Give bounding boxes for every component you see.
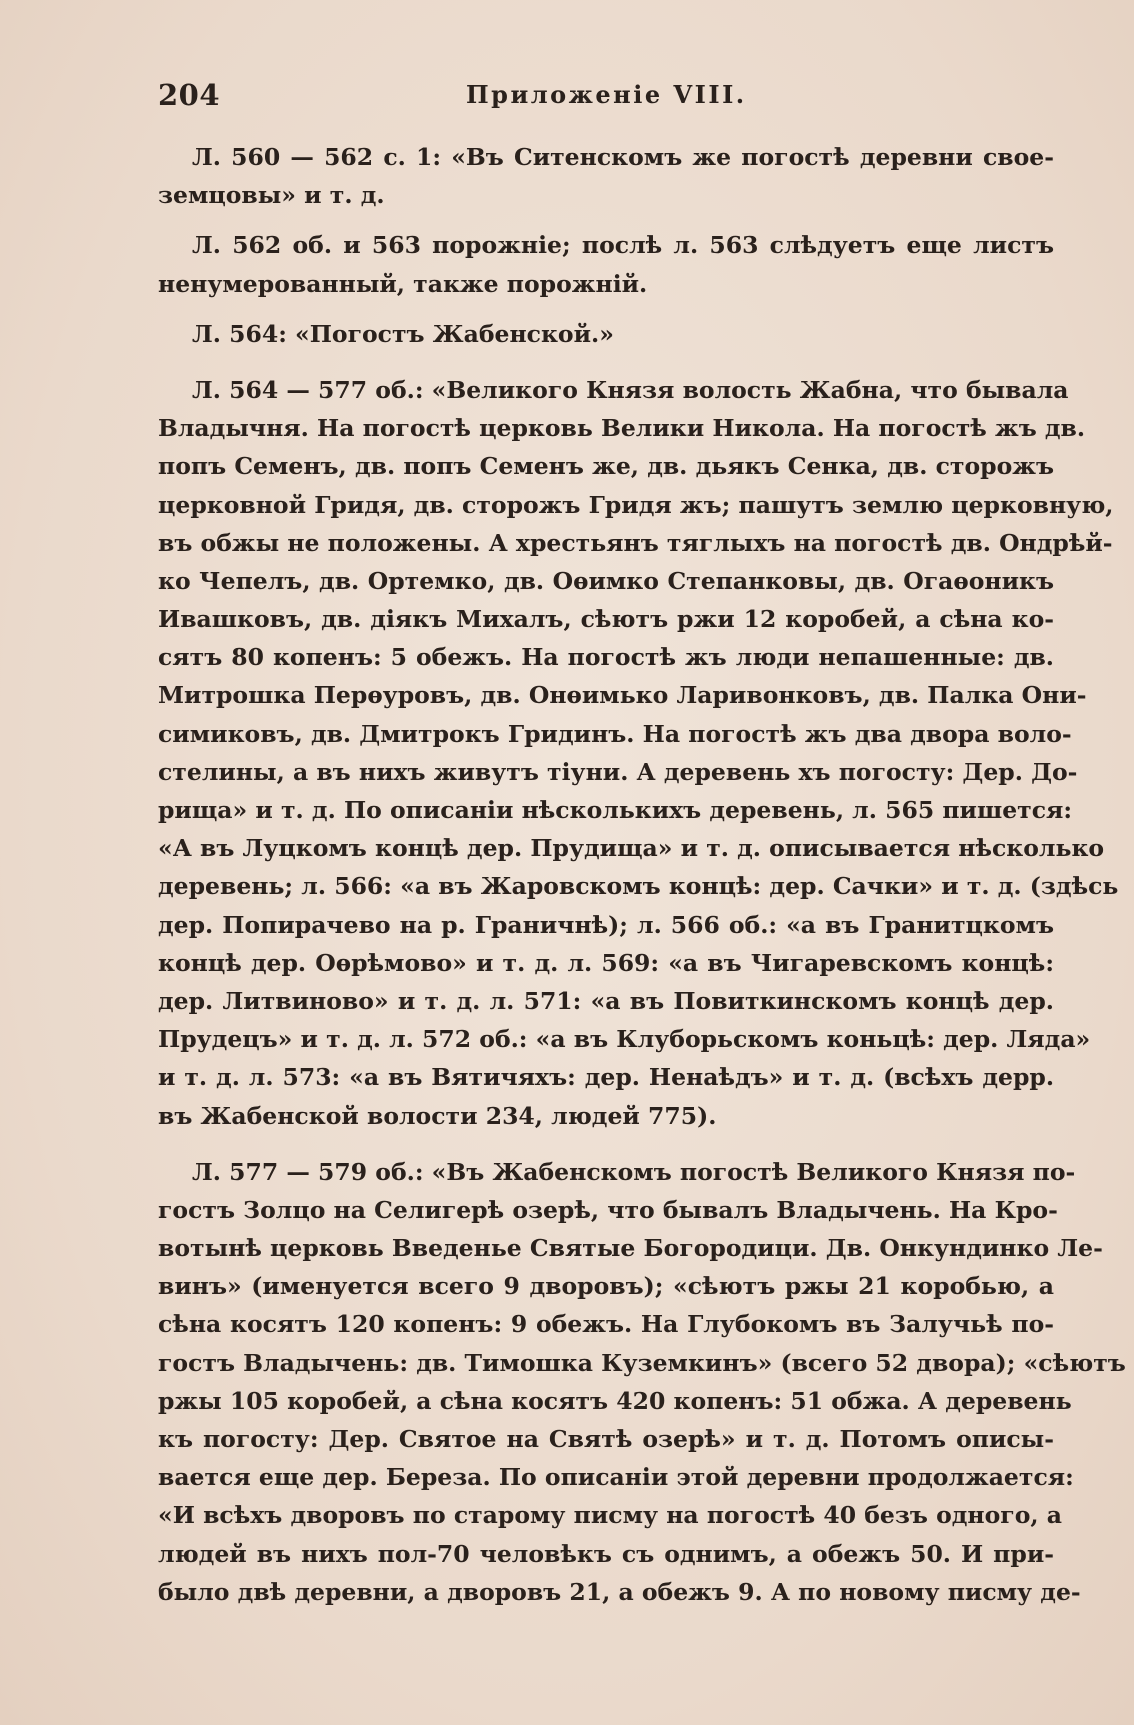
paragraph (158, 226, 1054, 302)
text-line: «И всѣхъ дворовъ по старому писму на погостѣ 40 безъ одного, а (158, 1501, 1062, 1530)
text-line: вотынѣ церковь Введенье Святые Богородици. Дв. Онкундинко Ле- (158, 1234, 1103, 1263)
text-line: Л. 577 — 579 об.: «Въ Жабенскомъ погостѣ Великого Князя по- (192, 1157, 1076, 1186)
text-line: къ погосту: Дер. Святое на Святѣ озерѣ» и т. д. Потомъ описы- (158, 1425, 1054, 1453)
paragraph (158, 138, 1054, 214)
text-line: ко Чепелъ, дв. Ортемко, дв. Оѳимко Степанковы, дв. Огаѳоникъ (158, 566, 1054, 595)
text-line: вается еще дер. Береза. По описаніи этой деревни продолжается: (158, 1463, 1074, 1492)
text-line: попъ Семенъ, дв. попъ Семенъ же, дв. дьякъ Сенка, дв. сторожъ (158, 452, 1054, 481)
text-line: дер. Попирачево на р. Граничнѣ); л. 566 об.: «а въ Гранитцкомъ (158, 910, 1054, 939)
text-line: симиковъ, дв. Дмитрокъ Гридинъ. На погостѣ жъ два двора воло- (158, 719, 1072, 748)
text-line: Л. 560 — 562 с. 1: «Въ Ситенскомъ же погостѣ деревни свое- (192, 143, 1054, 171)
text-line: Владычня. На погостѣ церковь Велики Никола. На погостѣ жъ дв. (158, 414, 1086, 443)
paragraph (158, 315, 1054, 353)
running-title: Приложеніе VIII. (466, 80, 747, 109)
text-line: земцовы» и т. д. (158, 181, 385, 210)
text-line: гостъ Владычень: дв. Тимошка Куземкинъ» (всего 52 двора); «сѣютъ (158, 1348, 1126, 1377)
text-line: сѣна косятъ 120 копенъ: 9 обежъ. На Глубокомъ въ Залучьѣ по- (158, 1310, 1054, 1339)
text-line: ненумерованный, также порожній. (158, 269, 648, 298)
text-line: Л. 564 — 577 об.: «Великого Князя волость Жабна, что бывала (192, 375, 1069, 404)
text-line: рища» и т. д. По описаніи нѣсколькихъ деревень, л. 565 пишется: (158, 796, 1073, 824)
text-line: Митрошка Перѳуровъ, дв. Онѳимько Ларивонковъ, дв. Палка Они- (158, 681, 1087, 710)
text-line: Прудецъ» и т. д. л. 572 об.: «а въ Клуборьскомъ коньцѣ: дер. Ляда» (158, 1025, 1091, 1054)
text-line: винъ» (именуется всего 9 дворовъ); «сѣютъ ржы 21 коробью, а (158, 1272, 1054, 1301)
text-line: сятъ 80 копенъ: 5 обежъ. На погостѣ жъ люди непашенные: дв. (158, 643, 1054, 672)
text-line: «А въ Луцкомъ концѣ дер. Прудища» и т. д. описывается нѣсколько (158, 834, 1105, 863)
text-line: дер. Литвиново» и т. д. л. 571: «а въ Повиткинскомъ концѣ дер. (158, 986, 1054, 1015)
paragraph (158, 371, 1119, 1135)
text-line: Л. 564: «Погостъ Жабенской.» (192, 319, 614, 348)
text-line: въ Жабенской волости 234, людей 775). (158, 1101, 717, 1130)
text-line: стелины, а въ нихъ живутъ тіуни. А деревень хъ погосту: Дер. До- (158, 757, 1078, 786)
body-text (158, 138, 1126, 1629)
text-line: ржы 105 коробей, а сѣна косятъ 420 копенъ: 51 обжа. А деревень (158, 1386, 1072, 1415)
text-line: въ обжы не положены. А хрестьянъ тяглыхъ на погостѣ дв. Ондрѣй- (158, 528, 1113, 557)
text-line: концѣ дер. Оѳрѣмово» и т. д. л. 569: «а въ Чигаревскомъ концѣ: (158, 948, 1054, 977)
text-line: Ивашковъ, дв. діякъ Михалъ, сѣютъ ржи 12 коробей, а сѣна ко- (158, 605, 1054, 634)
page-header (158, 78, 1054, 118)
text-line: людей въ нихъ пол-70 человѣкъ съ однимъ, а обежъ 50. И при- (158, 1539, 1054, 1568)
paragraph (158, 1153, 1126, 1611)
text-line: деревень; л. 566: «а въ Жаровскомъ концѣ: дер. Сачки» и т. д. (здѣсь (158, 872, 1119, 901)
text-line: церковной Гридя, дв. сторожъ Гридя жъ; пашутъ землю церковную, (158, 490, 1114, 519)
text-line: и т. д. л. 573: «а въ Вятичяхъ: дер. Ненаѣдъ» и т. д. (всѣхъ дерр. (158, 1063, 1054, 1092)
page-number: 204 (158, 78, 221, 112)
text-line: Л. 562 об. и 563 порожніе; послѣ л. 563 слѣдуетъ еще листъ (192, 231, 1054, 260)
text-line: было двѣ деревни, а дворовъ 21, а обежъ 9. А по новому писму де- (158, 1577, 1081, 1606)
text-line: гостъ Золцо на Селигерѣ озерѣ, что бывалъ Владычень. На Кро- (158, 1195, 1058, 1224)
